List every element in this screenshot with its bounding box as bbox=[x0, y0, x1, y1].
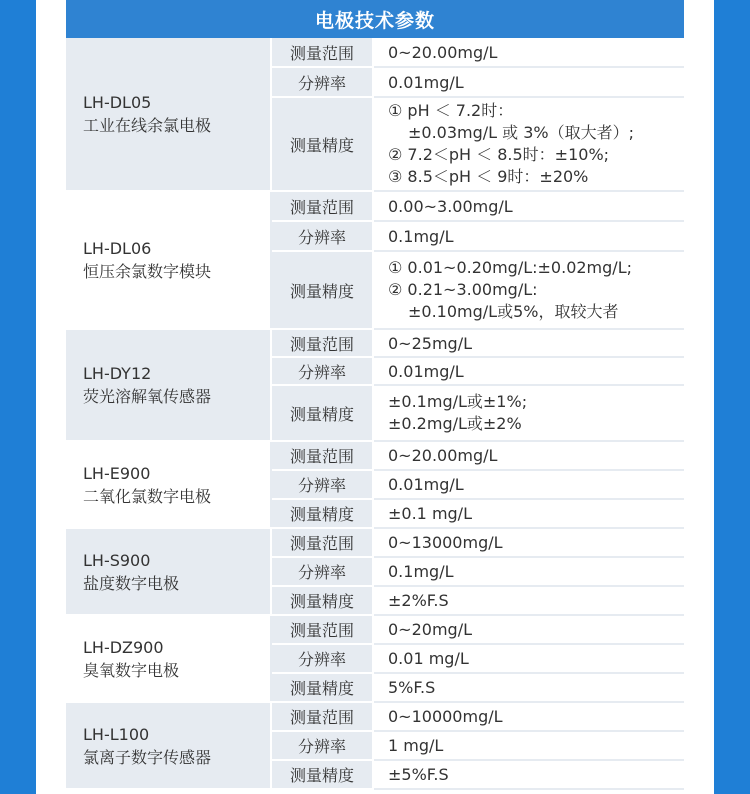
resolution-value: 0.01mg/L bbox=[373, 470, 684, 499]
product-model: LH-DL06 bbox=[83, 239, 152, 258]
range-value: 0~20mg/L bbox=[373, 615, 684, 644]
resolution-label: 分辨率 bbox=[271, 357, 373, 385]
table-row bbox=[66, 702, 684, 731]
section-title: 电极技术参数 bbox=[66, 0, 684, 38]
range-value: 0~20.00mg/L bbox=[373, 441, 684, 470]
resolution-value: 0.01 mg/L bbox=[373, 644, 684, 673]
accuracy-line: ±0.1mg/L或±1%; bbox=[388, 392, 528, 411]
range-label: 测量范围 bbox=[271, 38, 373, 67]
product-cell bbox=[66, 329, 271, 441]
accuracy-line: ② 7.2＜pH ＜ 8.5时：±10%; bbox=[388, 145, 610, 164]
accuracy-label: 测量精度 bbox=[271, 499, 373, 528]
product-name: 恒压余氯数字模块 bbox=[83, 262, 212, 281]
product-cell bbox=[66, 528, 271, 615]
table-row bbox=[66, 441, 684, 470]
accuracy-line: ① 0.01~0.20mg/L:±0.02mg/L; bbox=[388, 258, 632, 277]
resolution-value: 0.1mg/L bbox=[373, 221, 684, 251]
table-row bbox=[66, 329, 684, 357]
range-value: 0~25mg/L bbox=[373, 329, 684, 357]
range-value: 0~20.00mg/L bbox=[373, 38, 684, 67]
product-model: LH-S900 bbox=[83, 550, 151, 570]
accuracy-value bbox=[373, 251, 684, 329]
range-value: 0~13000mg/L bbox=[373, 528, 684, 557]
resolution-label: 分辨率 bbox=[271, 470, 373, 499]
range-value: 0~10000mg/L bbox=[373, 702, 684, 731]
range-label: 测量范围 bbox=[271, 441, 373, 470]
product-name: 二氧化氯数字电极 bbox=[83, 486, 212, 506]
resolution-label: 分辨率 bbox=[271, 731, 373, 760]
resolution-value: 0.1mg/L bbox=[373, 557, 684, 586]
accuracy-line: ② 0.21~3.00mg/L: bbox=[388, 280, 538, 299]
accuracy-value bbox=[373, 385, 684, 441]
product-name: 盐度数字电极 bbox=[83, 573, 180, 593]
accuracy-line: ±0.2mg/L或±2% bbox=[388, 414, 522, 433]
spec-table bbox=[66, 38, 684, 790]
product-model: LH-DL05 bbox=[83, 93, 152, 112]
product-cell bbox=[66, 441, 271, 528]
resolution-value: 1 mg/L bbox=[373, 731, 684, 760]
product-cell bbox=[66, 615, 271, 702]
product-name: 臭氧数字电极 bbox=[83, 660, 180, 680]
product-cell bbox=[66, 38, 271, 191]
accuracy-line: ±0.03mg/L 或 3%（取大者）; bbox=[408, 123, 635, 142]
product-cell bbox=[66, 191, 271, 329]
product-model: LH-DZ900 bbox=[83, 637, 164, 657]
product-name: 工业在线余氯电极 bbox=[83, 116, 212, 135]
resolution-label: 分辨率 bbox=[271, 67, 373, 97]
product-model: LH-L100 bbox=[83, 724, 150, 744]
accuracy-label: 测量精度 bbox=[271, 760, 373, 789]
table-row bbox=[66, 191, 684, 221]
table-row bbox=[66, 38, 684, 67]
range-label: 测量范围 bbox=[271, 615, 373, 644]
range-label: 测量范围 bbox=[271, 329, 373, 357]
accuracy-value: ±2%F.S bbox=[373, 586, 684, 615]
range-value: 0.00~3.00mg/L bbox=[373, 191, 684, 221]
resolution-label: 分辨率 bbox=[271, 221, 373, 251]
accuracy-line: ±0.10mg/L或5%，取较大者 bbox=[408, 302, 619, 321]
accuracy-label: 测量精度 bbox=[271, 586, 373, 615]
accuracy-line: ③ 8.5＜pH ＜ 9时：±20% bbox=[388, 167, 589, 186]
accuracy-label: 测量精度 bbox=[271, 251, 373, 329]
resolution-label: 分辨率 bbox=[271, 557, 373, 586]
table-row bbox=[66, 615, 684, 644]
range-label: 测量范围 bbox=[271, 191, 373, 221]
accuracy-label: 测量精度 bbox=[271, 385, 373, 441]
product-model: LH-E900 bbox=[83, 463, 151, 483]
range-label: 测量范围 bbox=[271, 702, 373, 731]
product-name: 荧光溶解氧传感器 bbox=[83, 387, 212, 406]
product-cell bbox=[66, 702, 271, 789]
accuracy-value bbox=[373, 97, 684, 191]
accuracy-line: ① pH ＜ 7.2时： bbox=[388, 101, 514, 120]
accuracy-value: ±5%F.S bbox=[373, 760, 684, 789]
accuracy-value: 5%F.S bbox=[373, 673, 684, 702]
accuracy-label: 测量精度 bbox=[271, 97, 373, 191]
accuracy-label: 测量精度 bbox=[271, 673, 373, 702]
range-label: 测量范围 bbox=[271, 528, 373, 557]
resolution-value: 0.01mg/L bbox=[373, 357, 684, 385]
resolution-label: 分辨率 bbox=[271, 644, 373, 673]
product-model: LH-DY12 bbox=[83, 364, 152, 383]
resolution-value: 0.01mg/L bbox=[373, 67, 684, 97]
product-name: 氯离子数字传感器 bbox=[83, 747, 212, 767]
accuracy-value: ±0.1 mg/L bbox=[373, 499, 684, 528]
table-row bbox=[66, 528, 684, 557]
